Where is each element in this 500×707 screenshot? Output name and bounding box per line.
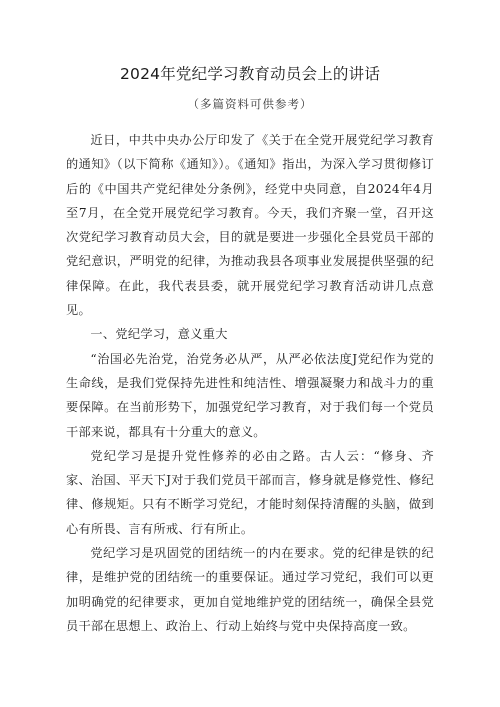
paragraph-self-cultivation: 党纪学习是提升党性修养的必由之路。古人云：“修身、齐家、治国、平天下J对于我们党员干部而言，修身就是修党性、修纪律、修规矩。只有不断学习党纪，才能时刻保持清醒的头脑，做到心有所畏、言有所戒、行有所止。 bbox=[66, 448, 434, 536]
paragraph-intro: 近日，中共中央办公厅印发了《关于在全党开展党纪学习教育的通知》（以下简称《通知》）。《通知》指出，为深入学习贯彻修订后的《中国共产党纪律处分条例》，经党中央同意，自2024年4月至7月，在全党开展党纪学习教育。今天，我们齐聚一堂，召开这次党纪学习教育动员大会，目的就是要进一步强化全县党员干部的党纪意识，严明党的纪律，为推动我县各项事业发展提供坚强的纪律保障。在此，我代表县委，就开展党纪学习教育活动讲几点意见。 bbox=[66, 133, 434, 318]
section-heading-1: 一、党纪学习，意义重大 bbox=[90, 327, 228, 342]
document-subtitle: （多篇资料可供参考） bbox=[187, 97, 313, 111]
document-body bbox=[66, 128, 434, 638]
document-title: 2024年党纪学习教育动员会上的讲话 bbox=[119, 65, 381, 83]
paragraph-unity: 党纪学习是巩固党的团结统一的内在要求。党的纪律是铁的纪律，是维护党的团结统一的重要保证。通过学习党纪，我们可以更加明确党的纪律要求，更加自觉地维护党的团结统一，确保全县党员干部在思想上、政治上、行动上始终与党中央保持高度一致。 bbox=[66, 546, 434, 633]
paragraph-party-discipline: “治国必先治党，治党务必从严，从严必依法度J党纪作为党的生命线，是我们党保持先进性和纯洁性、增强凝聚力和战斗力的重要保障。在当前形势下，加强党纪学习教育，对于我们每一个党员干部来说，都具有十分重大的意义。 bbox=[66, 351, 434, 439]
